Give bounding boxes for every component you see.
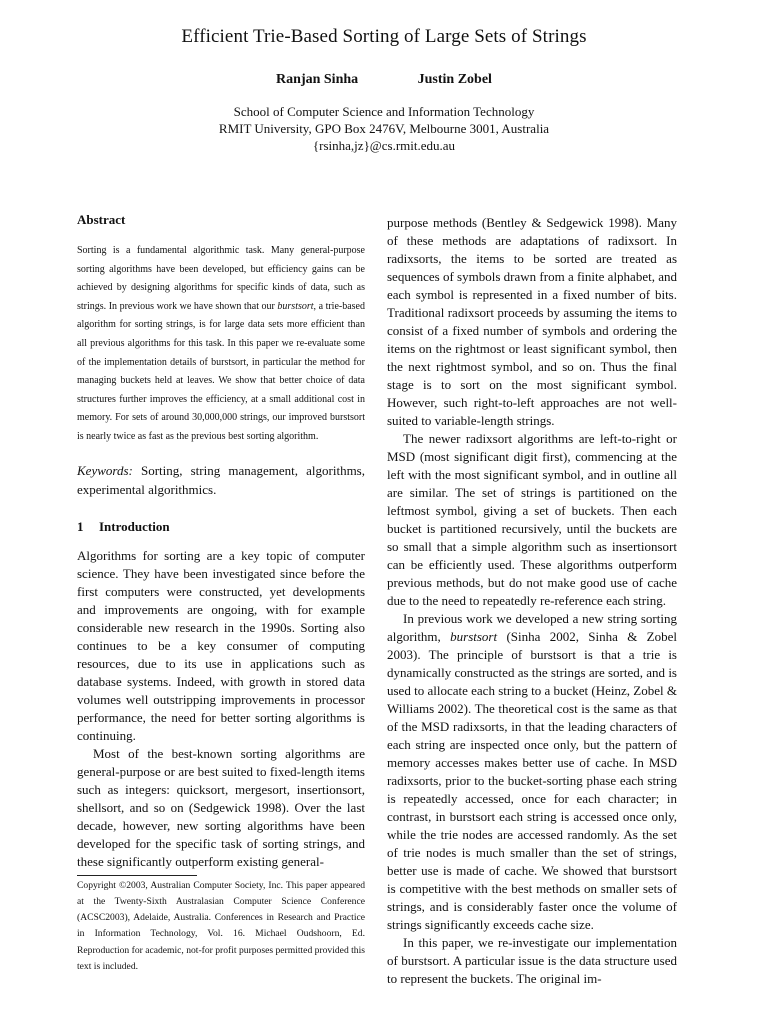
right-paragraph-2: The newer radixsort algorithms are left-to-right or MSD (most significant digit first), commencing at the left with the most significant symbol, and in outline all are similar. The set of strings is partitioned on the leftmost symbol, giving a set of buckets. Then each bucket is partitioned recursively, until the buckets are so small that a simple algorithm such as insertionsort can be efficiently used. These algorithms outperform previous methods, but do not make good use of cache due to the need to repeatedly re-reference each string. <box>387 431 677 608</box>
keywords-text: Sorting, string management, algorithms, experimental algorithmics. <box>77 462 365 497</box>
affiliation-address: RMIT University, GPO Box 2476V, Melbourne 3001, Australia <box>218 121 550 136</box>
author-list <box>0 72 768 88</box>
keywords <box>77 461 365 499</box>
affiliation-email: {rsinha,jz}@cs.rmit.edu.au <box>312 138 456 153</box>
intro-paragraph-2: Most of the best-known sorting algorithms are general-purpose or are best suited to fixed-length items such as integers: quicksort, mergesort, insertionsort, shellsort, and so on (Sedgewick 1998). Over the last decade, however, new sorting algorithms have been developed for the specific task of sorting strings, and these significantly outperform existing general- <box>77 745 365 869</box>
author-name: Justin Zobel <box>417 72 492 87</box>
left-column <box>77 212 365 975</box>
keywords-label: Keywords: <box>77 462 133 478</box>
affiliation-school: School of Computer Science and Information Technology <box>233 104 535 119</box>
affiliation <box>0 103 768 154</box>
author-name: Ranjan Sinha <box>276 72 359 87</box>
intro-paragraph-1: Algorithms for sorting are a key topic of computer science. They have been investigated since before the first computers were constructed, yet developments and improvements are ongoing, with for example considerable new research in the 1990s. Sorting also continues to be a key consumer of computing resources, due to its use in applications such as database systems. Indeed, with growth in stored data volumes well outstripping improvements in processor performance, the need for better sorting algorithms is continuing. <box>77 547 365 743</box>
abstract-heading: Abstract <box>77 212 126 227</box>
right-paragraph-1: purpose methods (Bentley & Sedgewick 1998). Many of these methods are adaptations of radixsort. In radixsorts, the items to be sorted are treated as sequences of symbols drawn from a finite alphabet, and each symbol is represented in a fixed number of bits. Traditional radixsort proceeds by assuming the items to consist of a fixed number of symbols and ordering the items on the rightmost or least significant symbol, then the next rightmost symbol, and so on. Thus the final stage is to sort on the most significant symbol. However, such right-to-left approaches are not well-suited to variable-length strings. <box>387 215 677 428</box>
section-title: Introduction <box>99 518 170 534</box>
section-heading-introduction <box>77 519 365 535</box>
right-paragraph-3: In previous work we developed a new string sorting algorithm, burstsort (Sinha 2002, Sinha & Zobel 2003). The principle of burstsort is that a trie is dynamically constructed as the strings are sorted, and is used to allocate each string to a bucket (Heinz, Zobel & Williams 2002). The theoretical cost is the same as that of the MSD radixsorts, in that the leading characters of each string are inspected once only, but the pattern of memory accesses makes better use of cache. In MSD radixsorts, prior to the bucket-sorting phase each string is repeatedly accessed, once for each character; in contrast, in burstsort each string is accessed once only, while the trie nodes are accessed randomly. As the set of trie nodes is much smaller than the set of strings, better use is made of cache. We showed that burstsort is competitive with the best methods on smaller sets of strings, and is considerably faster once the volume of strings significantly exceeds cache size. <box>387 611 678 932</box>
paper-title: Efficient Trie-Based Sorting of Large Sets of Strings <box>181 26 587 47</box>
section-number: 1 <box>77 518 84 534</box>
right-column <box>387 214 677 988</box>
right-paragraph-4: In this paper, we re-investigate our implementation of burstsort. A particular issue is the data structure used to represent the buckets. The original im- <box>387 935 677 986</box>
copyright-footnote: Copyright ©2003, Australian Computer Society, Inc. This paper appeared at the Twenty-Sixth Australasian Computer Science Conference (ACSC2003), Adelaide, Australia. Conferences in Research and Practice in Information Technology, Vol. 16. Michael Oudshoorn, Ed. Reproduction for academic, not-for profit purposes permitted provided this text is included. <box>77 879 365 973</box>
footnote-rule <box>77 875 197 876</box>
abstract-text: Sorting is a fundamental algorithmic task. Many general-purpose sorting algorithms have been developed, but efficiency gains can be achieved by designing algorithms for specific kinds of data, such as strings. In previous work we have shown that our burstsort, a trie-based algorithm for sorting strings, is for large data sets more efficient than all previous algorithms for this task. In this paper we re-evaluate some of the implementation details of burstsort, in particular the method for managing buckets held at leaves. We show that better choice of data structures further improves the efficiency, at a small additional cost in memory. For sets of around 30,000,000 strings, our improved burstsort is nearly twice as fast as the previous best sorting algorithm. <box>77 245 365 442</box>
